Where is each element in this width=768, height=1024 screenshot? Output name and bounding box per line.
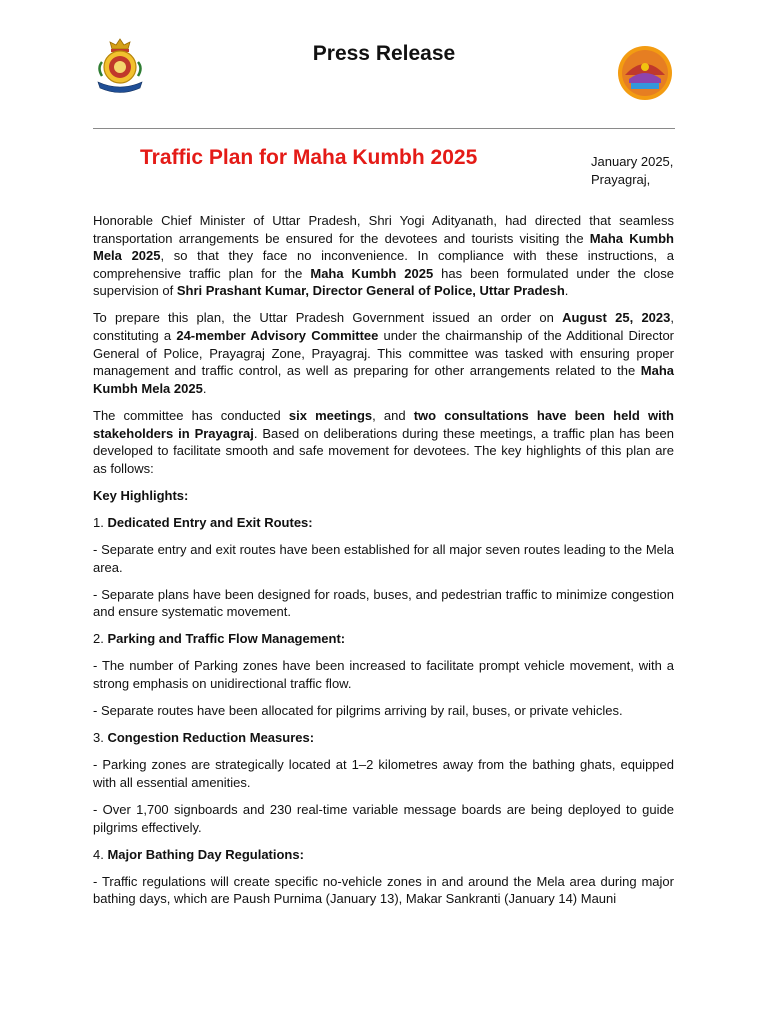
committee-paragraph: To prepare this plan, the Uttar Pradesh Government issued an order on August 25, 2023, constituting a 24-member Advisory Committee under the chairmanship of the Additional Director General of Police, Prayagraj Zone, Prayagraj. This committee was tasked with ensuring proper management and traffic control, as well as preparing for other arrangements related to the Maha Kumbh Mela 2025. xyxy=(93,310,675,396)
section-heading: 4. Major Bathing Day Regulations: xyxy=(93,846,304,862)
press-release-heading: Press Release xyxy=(312,42,456,65)
date: January 2025, xyxy=(591,154,674,169)
meetings-paragraph: The committee has conducted six meetings, and two consultations have been held with stakeholders in Prayagraj. Based on deliberations during these meetings, a traffic plan has been developed to facilitate smooth and safe movement for devotees. The key highlights of this plan are as follows: xyxy=(93,407,674,476)
bullet-item: - Over 1,700 signboards and 230 real-time variable message boards are being deployed to guide pilgrims effectively. xyxy=(93,802,674,835)
section-heading: 3. Congestion Reduction Measures: xyxy=(93,730,315,746)
intro-paragraph: Honorable Chief Minister of Uttar Pradesh, Shri Yogi Adityanath, had directed that seamless transportation arrangements be ensured for the devotees and tourists visiting the Maha Kumbh Mela 2025, so that they face no inconvenience. In compliance with these instructions, a comprehensive traffic plan for the Maha Kumbh 2025 has been formulated under the close supervision of Shri Prashant Kumar, Director General of Police, Uttar Pradesh. xyxy=(93,213,674,299)
bullet-item: - Separate routes have been allocated for pilgrims arriving by rail, buses, or private vehicles. xyxy=(93,703,623,719)
maha-kumbh-logo-icon xyxy=(617,45,673,101)
document-title: Traffic Plan for Maha Kumbh 2025 xyxy=(140,146,478,169)
bullet-item: - Parking zones are strategically located at 1–2 kilometres away from the bathing ghats, equipped with all essential amenities. xyxy=(93,757,674,790)
bullet-item: - Separate entry and exit routes have been established for all major seven routes leading to the Mela area. xyxy=(93,542,674,575)
key-highlights-heading: Key Highlights: xyxy=(93,487,189,503)
bullet-item: - Separate plans have been designed for roads, buses, and pedestrian traffic to minimize congestion and ensure systematic movement. xyxy=(93,586,674,620)
section-heading: 1. Dedicated Entry and Exit Routes: xyxy=(93,514,313,530)
dateline xyxy=(591,153,673,189)
bullet-item: - Traffic regulations will create specific no-vehicle zones in and around the Mela area during major bathing days, which are Paush Purnima (January 13), Makar Sankranti (January 14) Mauni xyxy=(93,873,674,907)
bullet-item: - The number of Parking zones have been increased to facilitate prompt vehicle movement, with a strong emphasis on unidirectional traffic flow. xyxy=(93,658,674,692)
section-heading: 2. Parking and Traffic Flow Management: xyxy=(93,631,346,647)
header-divider xyxy=(93,128,675,129)
location: Prayagraj, xyxy=(591,172,651,187)
body-content xyxy=(93,212,674,918)
